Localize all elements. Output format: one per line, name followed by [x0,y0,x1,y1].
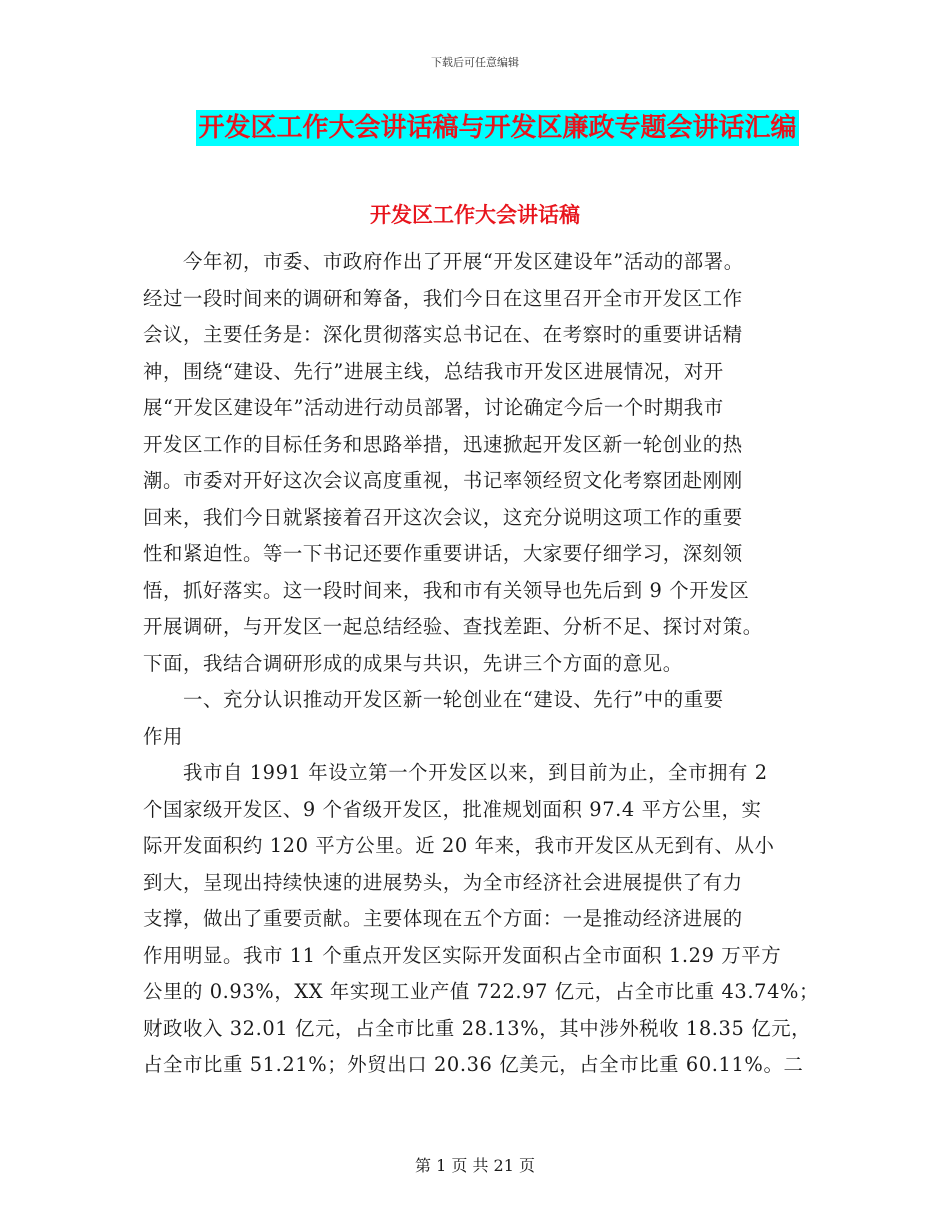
page-footer: 第 1 页 共 21 页 [415,1156,535,1175]
body-line: 个国家级开发区、9 个省级开发区，批准规划面积 97.4 平方公里，实 [143,797,762,821]
body-line: 际开发面积约 120 平方公里。近 20 年来，我市开发区从无到有、从小 [143,834,775,857]
heading-line: 一、充分认识推动开发区新一轮创业在“建设、先行”中的重要 [143,688,724,711]
body-line: 开发区工作的目标任务和思路举措，迅速掀起开发区新一轮创业的热 [143,432,743,456]
body-line: 展“开发区建设年”活动进行动员部署，讨论确定今后一个时期我市 [143,396,724,419]
body-line: 今年初，市委、市政府作出了开展“开发区建设年”活动的部署。 [143,250,744,273]
body-line: 下面，我结合调研形成的成果与共识，先讲三个方面的意见。 [143,651,683,675]
body-line: 到大，呈现出持续快速的进展势头，为全市经济社会进展提供了有力 [143,870,743,894]
section-title: 开发区工作大会讲话稿 [370,203,580,227]
body-text [143,244,820,1084]
body-line: 公里的 0.93%，XX 年实现工业产值 722.97 亿元，占全市比重 43.74%； [143,980,820,1003]
body-line: 经过一段时间来的调研和筹备，我们今日在这里召开全市开发区工作 [143,286,743,310]
body-line: 神，围绕“建设、先行”进展主线，总结我市开发区进展情况，对开 [143,359,724,383]
body-line: 会议，主要任务是：深化贯彻落实总书记在、在考察时的重要讲话精 [143,323,743,346]
body-line: 作用明显。我市 11 个重点开发区实际开发面积占全市面积 1.29 万平方 [143,943,782,967]
header-note: 下载后可任意编辑 [431,56,519,69]
document-title-container [0,110,950,146]
body-line: 悟，抓好落实。这一段时间来，我和市有关领导也先后到 9 个开发区 [143,578,750,602]
document-title: 开发区工作大会讲话稿与开发区廉政专题会讲话汇编 [196,110,798,146]
body-line: 回来，我们今日就紧接着召开这次会议，这充分说明这项工作的重要 [143,505,743,529]
body-line: 支撑，做出了重要贡献。主要体现在五个方面：一是推动经济进展的 [143,907,743,930]
body-line: 潮。市委对开好这次会议高度重视，书记率领经贸文化考察团赴刚刚 [143,469,743,492]
body-line: 我市自 1991 年设立第一个开发区以来，到目前为止，全市拥有 2 [143,761,768,784]
body-line: 开展调研，与开发区一起总结经验、查找差距、分析不足、探讨对策。 [143,615,763,638]
body-line: 财政收入 32.01 亿元，占全市比重 28.13%，其中涉外税收 18.35 亿元， [143,1016,812,1040]
body-line: 性和紧迫性。等一下书记还要作重要讲话，大家要仔细学习，深刻领 [143,542,743,565]
heading-line: 作用 [143,724,183,748]
body-line: 占全市比重 51.21%；外贸出口 20.36 亿美元，占全市比重 60.11%。二 [143,1053,804,1076]
